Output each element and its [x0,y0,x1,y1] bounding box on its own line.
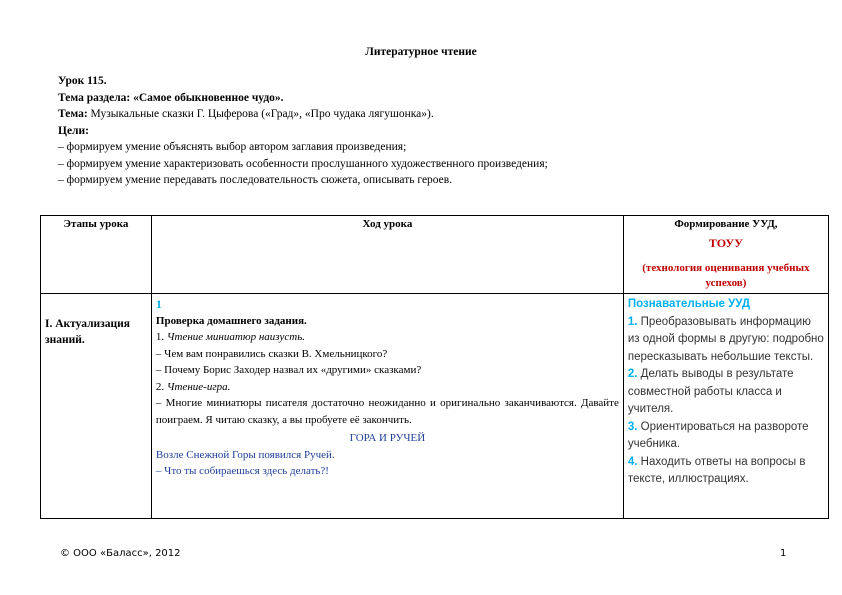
topic-line [58,106,778,123]
item1-prefix: 1. [155,331,167,343]
goal-item: – формируем умение характеризовать особенности прослушанного художественного произведения; [58,157,548,170]
uud-item-number: 3. [627,420,638,433]
page-title: Литературное чтение [365,46,477,58]
step-number: 1 [155,297,162,311]
question: – Почему Борис Заходер назвал их «другими» сказками? [155,364,422,376]
item2 [156,379,619,396]
uud-item-number: 4. [627,455,638,468]
table-header-row [41,216,829,294]
header-stages: Этапы урока [41,216,152,294]
header-uud [623,216,828,294]
header-tech: (технология оценивания учебных успехов) [642,262,810,289]
course-cell [151,294,623,519]
tale-line: Возле Снежной Горы появился Ручей. [155,448,335,461]
lesson-number: Урок 115. [58,75,107,87]
item2-prefix: 2. [155,380,167,393]
uud-item-text: Делать выводы в результате совместной работы класса и учителя. [627,368,794,415]
uud-item [628,454,824,489]
goal-item: – формируем умение передавать последовательность сюжета, описывать героев. [58,174,453,186]
goal-item: – формируем умение объяснять выбор автором заглавия произведения; [58,141,407,153]
lesson-table [40,215,829,519]
uud-cell [623,294,828,519]
section-line [58,90,778,107]
item1 [156,329,619,346]
goals-label: Цели: [58,124,89,137]
uud-item-number: 1. [627,315,638,328]
stage-cell: I. Актуализация знаний. [41,294,152,519]
question: – Чем вам понравились сказки В. Хмельницкого? [155,347,388,360]
uud-item [628,366,824,419]
uud-item [628,314,824,367]
section-value: «Самое обыкновенное чудо». [130,91,284,104]
topic-label: Тема: [58,108,88,120]
item2-text: Чтение-игра. [166,380,231,393]
lesson-header [58,73,778,189]
header-course: Ход урока [151,216,623,294]
header-touu: ТОУУ [708,236,743,250]
game-paragraph: – Многие миниатюры писателя достаточно неожиданно и оригинально заканчиваются. Давайте поиграем. Я читаю сказку, а вы пробуете её закончить. [155,397,619,426]
page-number: 1 [780,548,787,559]
item1-text: Чтение миниатюр наизусть. [166,331,305,343]
tale-title: ГОРА И РУЧЕЙ [349,432,426,444]
tale-line: – Что ты собираешься здесь делать?! [155,465,329,477]
uud-item-number: 2. [627,368,638,380]
uud-item-text: Находить ответы на вопросы в тексте, иллюстрациях. [627,455,806,485]
header-uud-label: Формирование УУД, [674,218,778,230]
uud-item-text: Ориентироваться на развороте учебника. [627,420,809,450]
uud-item-text: Преобразовывать информацию из одной формы в другую: подробно пересказывать небольшие тексты. [627,315,824,363]
copyright: © ООО «Баласс», 2012 [60,548,181,559]
table-row [41,294,829,519]
topic-value: Музыкальные сказки Г. Цыферова («Град», «Про чудака лягушонка»). [87,108,434,120]
uud-item [628,419,824,454]
uud-heading: Познавательные УУД [627,298,751,310]
section-label: Тема раздела: [58,91,131,104]
check-title: Проверка домашнего задания. [155,314,307,327]
